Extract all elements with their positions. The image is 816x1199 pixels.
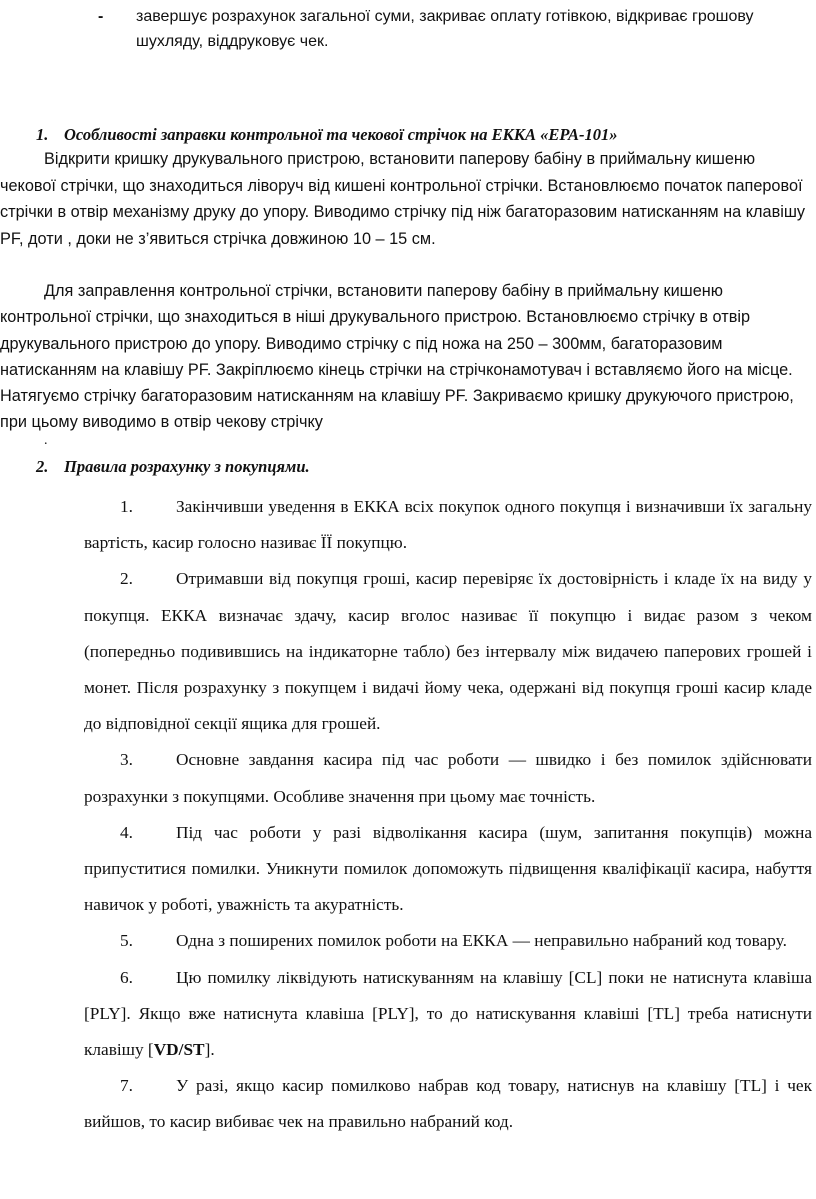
section-2-heading bbox=[36, 456, 796, 478]
section-1-title: Особливості заправки контрольної та чекової стрічок на ЕККА «ЕРА-101» bbox=[64, 125, 618, 144]
list-item-text: Цю помилку ліквідують натискуванням на клавішу [CL] поки не натиснута клавіша [PLY]. Якщо вже натиснута клавіша [PLY], то до натискування клавіші [TL] треба натиснути клавішу [ bbox=[84, 967, 812, 1060]
list-item-text: Одна з поширених помилок роботи на ЕККА — неправильно набраний код товару. bbox=[176, 931, 787, 951]
list-item-number: 6. bbox=[120, 967, 133, 987]
list-item-text: Закінчивши уведення в ЕККА всіх покупок одного покупця і визначивши їх загальну вартість, касир голосно називає ЇЇ покупцю. bbox=[84, 497, 812, 553]
section-2-title: Правила розрахунку з покупцями. bbox=[64, 457, 310, 476]
list-item bbox=[84, 923, 812, 959]
list-item-number: 7. bbox=[120, 1076, 133, 1096]
list-item-number: 5. bbox=[120, 931, 133, 951]
list-item-text-end: ]. bbox=[204, 1040, 215, 1060]
section-1-paragraph-1-text: Відкрити кришку друкувального пристрою, встановити паперову бабіну в приймальну кишеню чекової стрічки, що знаходиться ліворуч від кишені контрольної стрічки. Встановлюємо початок паперової стрічки в отвір механізму друку до упору. Виводимо стрічку під ніж багаторазовим натисканням на клавішу PF, доти , доки не з’явиться стрічка довжиною 10 – 15 см. bbox=[0, 150, 806, 248]
rules-list bbox=[84, 489, 812, 1141]
list-item-text: Отримавши від покупця гроші, касир перевіряє їх достовірність і кладе їх на виду у покупця. ЕККА визначає здачу, касир вголос називає її покупцю і видає разом з чеком (попередньо подивившись на індикаторне табло) без інтервалу між видачею паперових грошей і монет. Після розрахунку з покупцем і видачі йому чека, одержані від покупця гроші касир кладе до відповідної секції ящика для грошей. bbox=[84, 569, 812, 734]
section-1-paragraph-2-text: Для заправлення контрольної стрічки, встановити паперову бабіну в приймальну кишеню контрольної стрічки, що знаходиться в ніші друкувального пристрою. Встановлюємо стрічку в отвір друкувального пристрою до упору. Виводимо стрічку с під ножа на 250 – 300мм, багаторазовим натисканням на клавішу PF. Закріплюємо кінець стрічки на стрічконамотувач і вставляємо його на місце. Натягуємо стрічку багаторазовим натисканням на клавішу PF. Закриваємо кришку друкуючого пристрою, при цьому виводимо в отвір чекову стрічку bbox=[0, 282, 794, 432]
list-item-text: У разі, якщо касир помилково набрав код товару, натиснув на клавішу [TL] і чек вийшов, то касир вибиває чек на правильно набраний код. bbox=[84, 1076, 812, 1132]
section-1-paragraph-1 bbox=[0, 146, 812, 252]
section-1-heading bbox=[36, 124, 796, 146]
section-1-number: 1. bbox=[36, 125, 49, 144]
list-item bbox=[84, 815, 812, 924]
section-2-number: 2. bbox=[36, 457, 49, 476]
section-1-paragraph-2 bbox=[0, 278, 812, 436]
list-item-text: Основне завдання касира під час роботи — швидко і без помилок здійснювати розрахунки з покупцями. Особливе значення при цьому має точність. bbox=[84, 750, 812, 806]
list-item bbox=[84, 1068, 812, 1140]
list-item-text: Під час роботи у разі відволікання касира (шум, запитання покупців) можна припуститися помилки. Уникнути помилок допоможуть підвищення кваліфікації касира, набуття навичок у роботі, уважність та акуратність. bbox=[84, 822, 812, 915]
trailing-dot: . bbox=[44, 433, 48, 448]
list-item-number: 2. bbox=[120, 569, 133, 589]
dash-bullet: - bbox=[98, 8, 104, 25]
intro-item-text: завершує розрахунок загальної суми, закриває оплату готівкою, відкриває грошову шухляду, віддруковує чек. bbox=[136, 8, 754, 50]
list-item bbox=[84, 489, 812, 561]
list-item bbox=[84, 742, 812, 814]
list-item-number: 1. bbox=[120, 497, 133, 516]
key-name-bold: VD/ST bbox=[153, 1040, 205, 1060]
list-item bbox=[84, 561, 812, 742]
list-item-number: 4. bbox=[120, 822, 133, 842]
list-item bbox=[84, 960, 812, 1069]
intro-list-item bbox=[98, 4, 798, 54]
list-item-number: 3. bbox=[120, 750, 133, 770]
